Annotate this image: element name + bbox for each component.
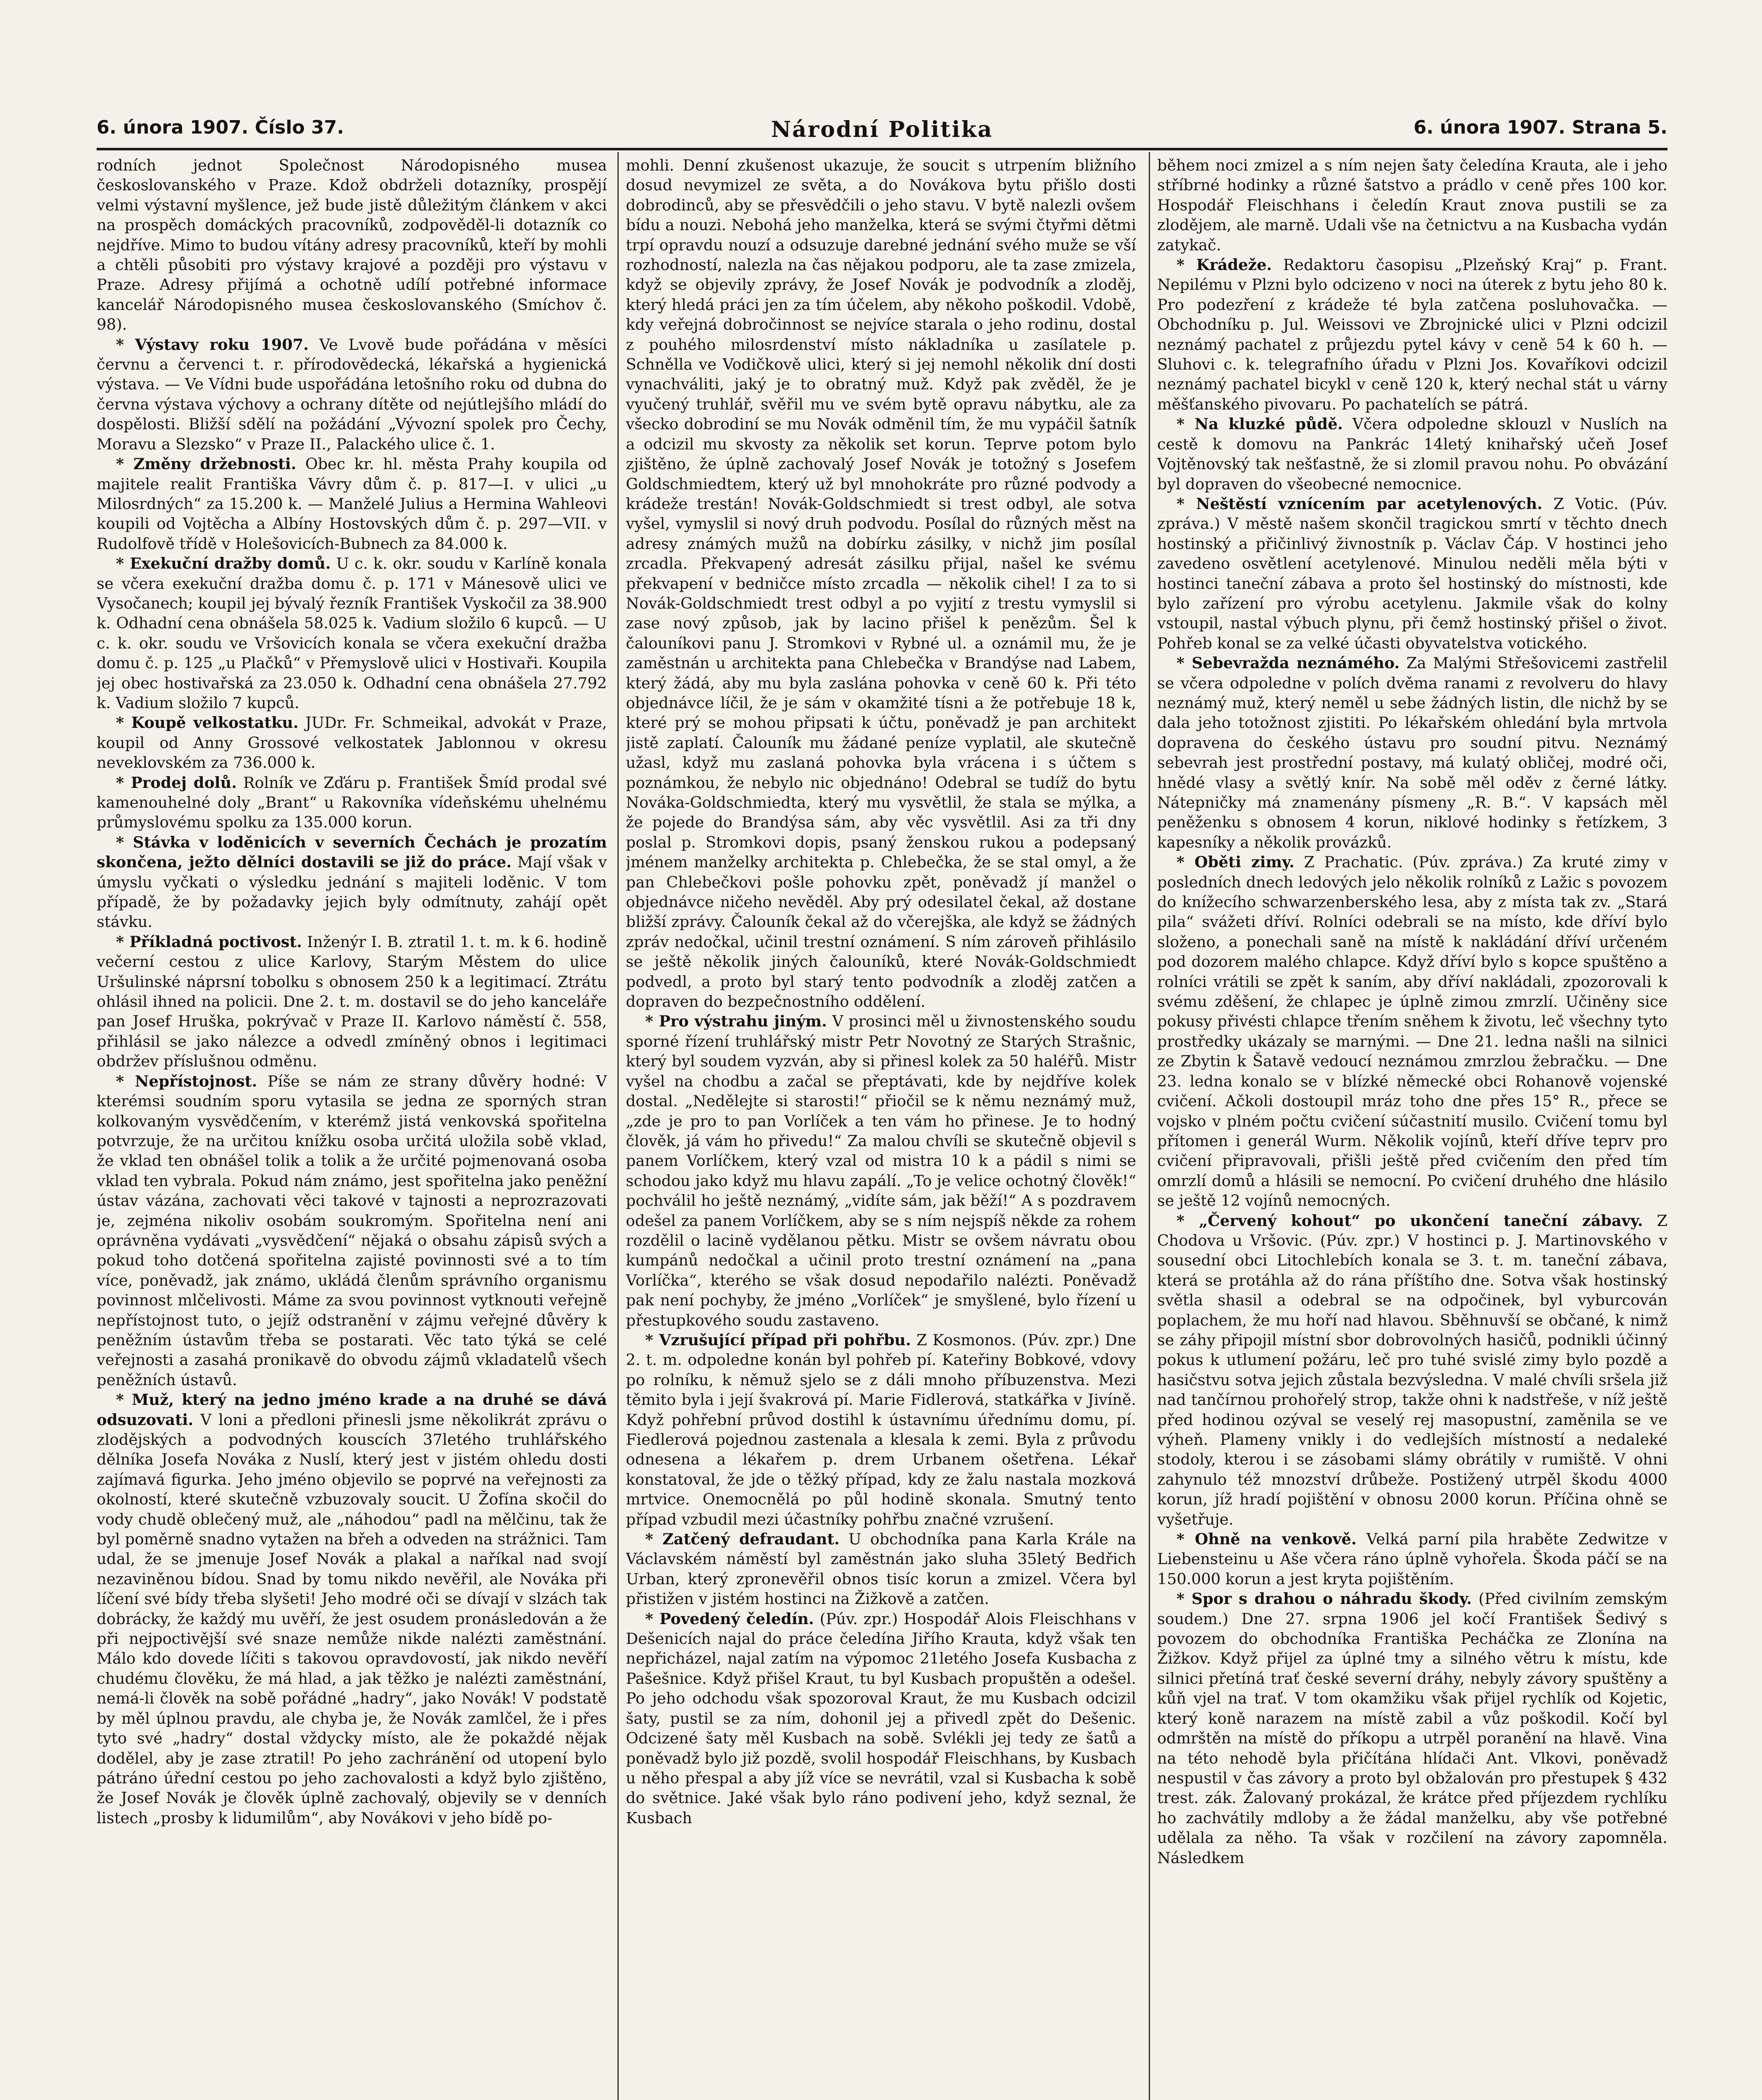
item-heading: * Vzrušující případ při pohřbu.	[645, 1331, 911, 1349]
paragraph: mohli. Denní zkušenost ukazuje, že soucit s utrpením bližního dosud nevymizel ze světa, a do Novákova bytu přišlo dosti dobrodinců, aby se přesvědčili o jeho stavu. V bytě nalezli ovšem bídu a nouzi. Nebohá jeho manželka, která se svými čtyřmi dětmi trpí opravdu nouzí a odsuzuje darebné jednání svého muže se vší rozhodností, nalezla na čas nějakou podporu, ale ta zase zmizela, když se objevily zprávy, že Josef Novák je podvodník a zloděj, který hledá práci jen za tím účelem, aby někoho poškodil. Vdobě, kdy veřejná dobročinnost se nejvíce starala o jeho rodinu, dostal z pouhého milosrdenství místo nákladníka u zasílatele p. Schnělla ve Vodičkově ulici, který si jej nemohl několik dní dosti vynachváliti, jaký je to obratný muž. Když pak zvěděl, že je vyučený truhlář, svěřil mu ve svém bytě opravu nábytku, ale za všecko dobrodiní se mu Novák odměnil tím, že mu vypáčil šatník a odcizil mu skvosty za několik set korun. Teprve potom bylo zjištěno, že úplně zachovalý Josef Novák je totožný s Josefem Goldschmiedtem, který už byl mnohokráte pro různé podvody a krádeže trestán! Novák-Goldschmiedt si trest odbyl, ale sotva vyšel, vymyslil si nový druh podvodu. Posílal do různých měst na adresy známých mužů na dobírku zásilky, v nichž jim posílal zrcadla. Překvapený adresát zásilku přijal, našel ke svému překvapení v bedničce místo zrcadla — několik cihel! I za to si Novák-Goldschmiedt trest odbyl a po vyjití z trestu vymyslil si zase nový způsob, jak by lacino přišel k penězům. Šel k čalouníkovi panu J. Stromkovi v Rybné ul. a oznámil mu, že je zaměstnán u architekta pana Chlebečka v Brandýse nad Labem, který žádá, aby mu byla zaslána pohovka v ceně 60 k. Při této objednávce líčil, že je sám v okamžité tísni a že potřebuje 18 k, které prý se mohou připsati k účtu, poněvadž je pan architekt jistě zaplatí. Čalouník mu žádané peníze vyplatil, ale skutečně užasl, když mu zaslaná pohovka byla vrácena i s účtem s poznámkou, že nebylo nic objednáno! Odebral se tudíž do bytu Nováka-Goldschmiedta, který mu vysvětlil, že stala se mýlka, a že pojede do Brandýsa sám, aby věc vysvětlil. Asi za tři dny poslal p. Stromkovi dopis, psaný ženskou rukou a podepsaný jménem manželky architekta p. Chlebečka, že se stal omyl, a že pan Chlebečkovi pošle pohovku zpět, poněvadž jí manžel o objednávce ničeho nevěděl. Aby prý odesilatel čekal, až dostane bližší zprávy. Čalouník čekal až do včerejška, ale když se žádných zpráv nedočkal, učinil trestní oznámení. S ním zároveň přihlásilo se ještě několik jiných čalouníků, které Novák-Goldschmiedt podvedl, a proto byl starý tento podvodník a zloděj zatčen a dopraven do bezpečnostního oddělení.	[626, 156, 1136, 1011]
paragraph: * Muž, který na jedno jméno krade a na druhé se dává odsuzovati. V loni a předloni přinesli jsme několikrát zprávu o zlodějských a podvodných kouscích 37letého truhlářského dělníka Josefa Nováka z Nuslí, který jest v jistém ohledu dosti zajímavá figurka. Jeho jméno objevilo se poprvé na veřejnosti za okolností, které skutečně vzbuzovaly soucit. U Žofína skočil do vody chudě oblečený muž, ale „náhodou“ padl na mělčinu, tak že byl poměrně snadno vytažen na břeh a odveden na strážnici. Tam udal, že se jmenuje Josef Novák a plakal a naříkal nad svojí nezaviněnou bídou. Snad by tomu nikdo nevěřil, ale Nováka při líčení své bídy třeba slyšeti! Jeho modré oči se dívají v slzách tak dobrácky, že každý mu uvěří, že jest osudem pronásledován a že při nejpoctivější své snaze nemůže nikde nalézti zaměstnání. Málo kdo dovede líčiti s takovou opravdovostí, jak nikdo nevěří chudému člověku, že má hlad, a jak těžko je nalézti zaměstnání, nemá-li člověk na sobě pořádné „hadry“, jako Novák! V podstatě by měl úplnou pravdu, ale chyba je, že Novák zamlčel, že i přes tyto své „hadry“ dostal vždycky místo, ale že pokaždé nějak dodělel, aby je zase ztratil! Po jeho zachránění od utopení bylo pátráno úřední cestou po jeho zachovalosti a když bylo zjištěno, že Josef Novák je člověk úplně zachovalý, objevily se v denních listech „prosby k lidumilům“, aby Novákovi v jeho bídě po-	[97, 1391, 607, 1827]
item-heading: * Na kluzké půdě.	[1176, 415, 1343, 433]
header-date-issue: 6. února 1907. Číslo 37.	[97, 117, 344, 138]
column-divider	[617, 152, 619, 2100]
column-divider	[1149, 152, 1150, 2100]
paragraph: * Oběti zimy. Z Prachatic. (Púv. zpráva.) Za kruté zimy v posledních dnech ledových jelo několik rolníků z Lažic s povozem do knížecího schwarzenberského lesa, aby z místa tak zv. „Stará pila“ svážeti dříví. Rolníci odebrali se na místo, kde dříví bylo složeno, a ponechali saně na místě k nakládání dříví určeném pod dozorem malého chlapce. Když dříví bylo s kopce spuštěno a rolníci vrátili se zpět k saním, aby dříví nakládali, zpozorovali k svému zděšení, že chlapec je úplně zimou zmrzlí. Učiněny sice pokusy přivésti chlapce třením sněhem k životu, leč všechny tyto prostředky ukázaly se marnými. — Dne 21. ledna našli na silnici ze Zbytin k Šatavě vedoucí neznámou zmrzlou žebračku. — Dne 23. ledna konalo se v blízké německé obci Rohanově vojenské cvičení. Ačkoli dostoupil mráz toho dne přes 15° R., přece se vojsko v plném počtu cvičení súčastnití musilo. Cvičení tomu byl přítomen i generál Wurm. Několik vojínů, kteří dříve teprv pro cvičení připravovali, přišli ještě před cvičením den před tím omrzlí domů a hlásili se nemocní. Po cvičení druhého dne hlásilo se ještě 12 vojínů nemocných.	[1157, 853, 1667, 1210]
paragraph: * Stávka v loděnicích v severních Čechách je prozatím skončena, ježto dělníci dostavili se již do práce. Mají však v úmyslu vyčkati o výsledku jednání s majiteli loděnic. V tom případě, že by požadavky jejich byly odmítnuty, zahájí opět stávku.	[97, 833, 607, 931]
paragraph: * Zatčený defraudant. U obchodníka pana Karla Krále na Václavském náměstí byl zaměstnán jako sluha 35letý Bedřich Urban, který zpronevěřil obnos tisíc korun a zmizel. Včera byl přistižen v jistém hostinci na Žižkově a zatčen.	[626, 1530, 1136, 1608]
column-1	[97, 155, 607, 2100]
item-heading: * Pro výstrahu jiným.	[645, 1012, 827, 1031]
item-heading: * Neštěstí vznícením par acetylenových.	[1176, 494, 1543, 513]
item-heading: * Výstavy roku 1907.	[116, 335, 309, 354]
paragraph: * Koupě velkostatku. JUDr. Fr. Schmeikal, advokát v Praze, koupil od Anny Grossové velkostatek Jablonnou v okresu neveklovském za 736.000 k.	[97, 714, 607, 772]
paragraph: * Výstavy roku 1907. Ve Lvově bude pořádána v měsíci červnu a červenci t. r. přírodovědecká, lékařská a hygienická výstava. — Ve Vídni bude uspořádána letošního roku od dubna do června výstava výchovy a ochrany dítěte od nejútlejšího mládí do dospělosti. Bližší sdělí na požádání „Vývozní spolek pro Čechy, Moravu a Slezsko“ v Praze II., Palackého ulice č. 1.	[97, 335, 607, 453]
item-heading: * Povedený čeledín.	[645, 1609, 814, 1628]
paragraph: * Pro výstrahu jiným. V prosinci měl u živnostenského soudu sporné řízení truhlářský mistr Petr Novotný ze Starých Strašnic, který byl soudem vyzván, aby si přinesl kolek za 50 haléřů. Mistr vyšel na chodbu a začal se přeptávati, kde by nejdříve kolek dostal. „Nedělejte si starosti!“ přiočil se k němu neznámý muž, „zde je pro to pan Vorlíček a ten vám ho přinese. Je to hodný člověk, já vám ho přivedu!“ Za malou chvíli se skutečně objevil s panem Vorlíčkem, který vzal od mistra 10 k a pádil s nimi se schodou jako když mu hlavu zapálí. „To je velice ochotný člověk!“ pochválil ho ještě neznámý, „vidíte sám, jak běží!“ A s pozdravem odešel za panem Vorlíčkem, aby se s ním nejspíš někde za rohem rozdělil o lacině vydělanou pětku. Mistr se ovšem návratu obou kumpánů nedočkal a učinil proto trestní oznámení na „pana Vorlíčka“, kterého se však dosud nepodařilo nalézti. Poněvadž pak není pochyby, že jméno „Vorlíček“ je smyšlené, bylo řízení u přestupkového soudu zastaveno.	[626, 1012, 1136, 1329]
paragraph: * Ohně na venkově. Velká parní pila hraběte Zedwitze v Liebensteinu u Aše včera ráno úplně vyhořela. Škoda páčí se na 150.000 korun a jest kryta pojištěním.	[1157, 1530, 1667, 1588]
paragraph: rodních jednot Společnost Národopisného musea českoslovanského v Praze. Kdož obdrželi dotazníky, prospějí velmi výstavní myšlence, jež bude jistě důležitým článkem v akci na prospěch domáckých pracovníků, zodpověděl-li dotazník co nejdříve. Mimo to budou vítány adresy pracovníků, kteří by mohli a chtěli působiti pro výstavy krajové a později pro výstavu v Praze. Adresy přijímá a ochotně udílí potřebné informace kancelář Národopisného musea českoslovanského (Smíchov č. 98).	[97, 156, 607, 334]
paragraph: * Exekuční dražby domů. U c. k. okr. soudu v Karlíně konala se včera exekuční dražba domu č. p. 171 v Mánesově ulici ve Vysočanech; koupil jej bývalý řezník František Vyskočil za 38.900 k. Odhadní cena obnášela 58.025 k. Vadium složilo 6 kupců. — U c. k. okr. soudu ve Vršovicích konala se včera exekuční dražba domu č. p. 125 „u Plačků“ v Přemyslově ulici v Hostivaři. Koupila jej obec hostivařská za 23.050 k. Odhadní cena obnášela 27.792 k. Vadium složilo 7 kupců.	[97, 554, 607, 712]
item-heading: * Koupě velkostatku.	[116, 714, 299, 732]
paragraph: během noci zmizel a s ním nejen šaty čeledína Krauta, ale i jeho stříbrné hodinky a různé šatstvo a prádlo v ceně přes 100 kor. Hospodář Fleischhans i čeledín Kraut znova pustili se za zlodějem, ale marně. Udali vše na četnictvu a na Kusbacha vydán zatykač.	[1157, 156, 1667, 254]
item-heading: * Ohně na venkově.	[1176, 1530, 1357, 1549]
item-heading: * Krádeže.	[1176, 256, 1272, 274]
item-heading: * Nepřístojnost.	[116, 1072, 257, 1090]
item-heading: * Muž, který na jedno jméno krade a na druhé se dává odsuzovati.	[97, 1391, 607, 1429]
paragraph: * Příkladná poctivost. Inženýr I. B. ztratil 1. t. m. k 6. hodině večerní cestou z ulice Karlovy, Starým Městem do ulice Uršulinské náprsní tobolku s obnosem 250 k a legitimací. Ztrátu ohlásil ihned na policii. Dne 2. t. m. dostavil se do jeho kanceláře pan Josef Hruška, pokrývač v Praze II. Karlovo náměstí č. 558, přihlásil se jako nálezce a odvedl zmíněný obnos i legitimaci obdržev příslušnou odměnu.	[97, 932, 607, 1071]
item-heading: * Oběti zimy.	[1176, 853, 1295, 872]
item-heading: * Exekuční dražby domů.	[116, 554, 331, 573]
column-3	[1157, 155, 1667, 2100]
header-rule	[97, 148, 1667, 150]
item-heading: * Stávka v loděnicích v severních Čechách je prozatím skončena, ježto dělníci dostavili se již do práce.	[97, 833, 607, 872]
item-heading: * Sebevražda neznámého.	[1176, 654, 1400, 672]
item-heading: * Změny držebnosti.	[116, 455, 297, 473]
item-heading: * Prodej dolů.	[116, 773, 237, 792]
masthead-title: Národní Politika	[771, 117, 993, 142]
paragraph: * Krádeže. Redaktoru časopisu „Plzeňský Kraj“ p. Frant. Nepilému v Plzni bylo odcizeno v noci na úterek z bytu jeho 80 k. Pro podezření z krádeže té byla zatčena posluhovačka. — Obchodníku p. Jul. Weissovi ve Zbrojnické ulici v Plzni odcizil neznámý pachatel z průjezdu pytel kávy v ceně 54 k 60 h. — Sluhovi c. k. telegrafního úřadu v Plzni Jos. Kovaříkovi odcizil neznámý pachatel bicykl v ceně 120 k, který nechal stát u várny měšťanského pivovaru. Po pachatelích se pátrá.	[1157, 256, 1667, 413]
item-heading: * „Červený kohout“ po ukončení taneční zábavy.	[1176, 1211, 1643, 1230]
paragraph: * Sebevražda neznámého. Za Malými Střešovicemi zastřelil se včera odpoledne v polích dvěma ranami z revolveru do hlavy neznámý muž, který neměl u sebe žádných listin, dle nichž by se dala jeho totožnost zjistiti. Po lékařském ohledání byla mrtvola dopravena do českého ústavu pro soudní pitvu. Neznámý sebevrah jest prostřední postavy, má kulatý obličej, modré oči, hnědé vlasy a světlý knír. Na sobě měl oděv z černé látky. Nátepničky má znamenány písmeny „R. B.“. V kapsách měl peněženku s obnosem 4 korun, niklové hodinky s řetízkem, 3 kapesníky a několik provázků.	[1157, 654, 1667, 851]
item-heading: * Příkladná poctivost.	[116, 932, 302, 951]
page-header	[97, 117, 1667, 146]
item-heading: * Zatčený defraudant.	[645, 1530, 840, 1549]
paragraph: * Neštěstí vznícením par acetylenových. Z Votic. (Púv. zpráva.) V městě našem skončil tragickou smrtí v těchto dnech hostinský a přičinlivý živnostník p. Václav Čáp. V hostinci jeho zavedeno osvětlení acetylenové. Minulou neděli měla býti v hostinci taneční zábava a proto šel hostinský do místnosti, kde bylo zařízení pro výrobu acetylenu. Jakmile však do kolny vstoupil, nastal výbuch plynu, při čemž hostinský přišel o život. Pohřeb konal se za velké účasti obyvatelstva votického.	[1157, 494, 1667, 652]
item-heading: * Spor s drahou o náhradu škody.	[1176, 1590, 1472, 1608]
paragraph: * Prodej dolů. Rolník ve Zďáru p. František Šmíd prodal své kamenouhelné doly „Brant“ u Rakovníka vídeňskému uhelnému průmyslovému spolku za 135.000 korun.	[97, 773, 607, 832]
header-date-page: 6. února 1907. Strana 5.	[1413, 117, 1667, 138]
column-2	[626, 155, 1136, 2100]
paragraph: * „Červený kohout“ po ukončení taneční zábavy. Z Chodova u Vršovic. (Púv. zpr.) V hostinci p. J. Martinovského v sousední obci Litochlebích konala se 3. t. m. taneční zábava, která se protáhla až do rána příštího dne. Sotva však hostinský světla shasil a odebral se na odpočinek, byl vyburcován poplachem, že mu hoří nad hlavou. Sběhnuvší se občané, k nimž se záhy připojil místní sbor dobrovolných hasičů, podnikli účinný pokus k utlumení požáru, leč pro tuhé svislé zimy bylo pozdě a hasičstvu sotva jejich zůstala bezvýsledna. V malé chvíli sršela již nad tančírnou prohořelý strop, takže ohni k nadstřeše, v níž ještě před hodinou ozýval se veselý rej masopustní, zaměnila se ve výheň. Plameny vnikly i do vedlejších místností a nedaleké stodoly, kterou i se zásobami slámy obrátily v rumiště. V ohni zahynulo též mnozství drůbeže. Postižený utrpěl škodu 4000 korun, jíž hradí pojištění v obnosu 2000 korun. Příčina ohně se vyšetřuje.	[1157, 1211, 1667, 1528]
paragraph: * Vzrušující případ při pohřbu. Z Kosmonos. (Púv. zpr.) Dne 2. t. m. odpoledne konán byl pohřeb pí. Kateřiny Bobkové, vdovy po rolníku, k němuž sjelo se z dáli mnoho příbuzenstva. Mezi těmito byla i její švakrová pí. Marie Fidlerová, statkářka v Jivíně. Když pohřební průvod dostihl k ústavnímu úřednímu domu, pí. Fiedlerová pojednou zastenala a klesala k zemi. Byla z průvodu odnesena a lékařem p. drem Urbanem ošetřena. Lékař konstatoval, že jde o těžký případ, kdy ze žalu nastala mozková mrtvice. Onemocnělá po půl hodině skonala. Smutný tento případ vzbudil mezi účastníky pohřbu značné vzrušení.	[626, 1331, 1136, 1528]
paragraph: * Povedený čeledín. (Púv. zpr.) Hospodář Alois Fleischhans v Dešenicích najal do práce čeledína Jiřího Krauta, když však ten nepřicházel, najal zatím na výpomoc 21letého Josefa Kusbacha z Pašešnice. Když přišel Kraut, tu byl Kusbach propuštěn a odešel. Po jeho odchodu však spozoroval Kraut, že mu Kusbach odcizil šaty, pustil se za ním, dohonil jej a přivedl zpět do Dešenic. Odcizené šaty měl Kusbach na sobě. Svlékli jej tedy ze šatů a poněvadž bylo již pozdě, svolil hospodář Fleischhans, by Kusbach u něho přespal a aby jíž více se nevrátil, vzal si Kusbacha k sobě do světnice. Jaké však bylo ráno podivení jeho, když seznal, že Kusbach	[626, 1609, 1136, 1827]
paragraph: * Nepřístojnost. Píše se nám ze strany důvěry hodné: V kterémsi soudním sporu vytasila se jedna ze sporných stran kolkovaným vysvědčením, v kterémž jistá venkovská spořitelna potvrzuje, že na určitou knížku osoba určitá uložila sobě vklad, že vklad ten obnášel tolik a tolik a že určité pojmenovaná osoba vklad ten vybrala. Pokud nám známo, jest spořitelna jako peněžní ústav vázána, zachovati věci takové v tajnosti a neprozrazovati je, zejména nikoliv osobám soukromým. Spořitelna není ani oprávněna vydávati „vysvědčení“ nějaká o obsahu zápisů svých a pokud toho dotčená spořitelna zajisté povinnosti své a to tím více, poněvadž, jak známo, ukládá členům správního organismu povinnost mlčelivosti. Máme za svou povinnost vytknouti veřejně nepřístojnost tuto, o jejíž odstranění v zájmu veřejné důvěry k peněžním ústavům třeba se postarati. Věc tato týká se celé veřejnosti a zasahá pronikavě do obvodu zájmů vkladatelů všech peněžních ústavů.	[97, 1072, 607, 1389]
paragraph: * Změny držebnosti. Obec kr. hl. města Prahy koupila od majitele realit Františka Vávry dům č. p. 817—I. v ulici „u Milosrdných“ za 15.200 k. — Manželé Julius a Hermina Wahleovi koupili od Vojtěcha a Albíny Hostovských dům č. p. 297—VII. v Rudolfově třídě v Holešovicích-Bubnech za 84.000 k.	[97, 455, 607, 553]
paragraph: * Na kluzké půdě. Včera odpoledne sklouzl v Nuslích na cestě k domovu na Pankrác 14letý knihařský učeň Josef Vojtěnovský tak nešťastně, že si zlomil pravou nohu. Po obvázání byl dopraven do všeobecné nemocnice.	[1157, 415, 1667, 493]
paragraph: * Spor s drahou o náhradu škody. (Před civilním zemským soudem.) Dne 27. srpna 1906 jel kočí František Šedivý s povozem do obchodníka Františka Pecháčka ze Zlonína na Žižkov. Když přijel za úplné tmy a silného větru k místu, kde silnici přetíná trať české severní dráhy, nebyly závory spuštěny a kůň vjel na trať. V tom okamžiku však přijel rychlík od Kojetic, který koně narazem na místě zabil a vůz poškodil. Kočí byl odmrštěn na místě do příkopu a utrpěl poranění na hlavě. Vina na této nehodě byla přičítána hlídači Ant. Vlkovi, poněvadž nespustil v čas závory a proto byl obžalován pro přestupek § 432 trest. zák. Žalovaný prokázal, že krátce před příjezdem rychlíku ho zachvátily mdloby a že žádal manželku, aby vše potřebné udělala za něho. Ta však v rozčilení na závory zapomněla. Následkem	[1157, 1590, 1667, 1867]
